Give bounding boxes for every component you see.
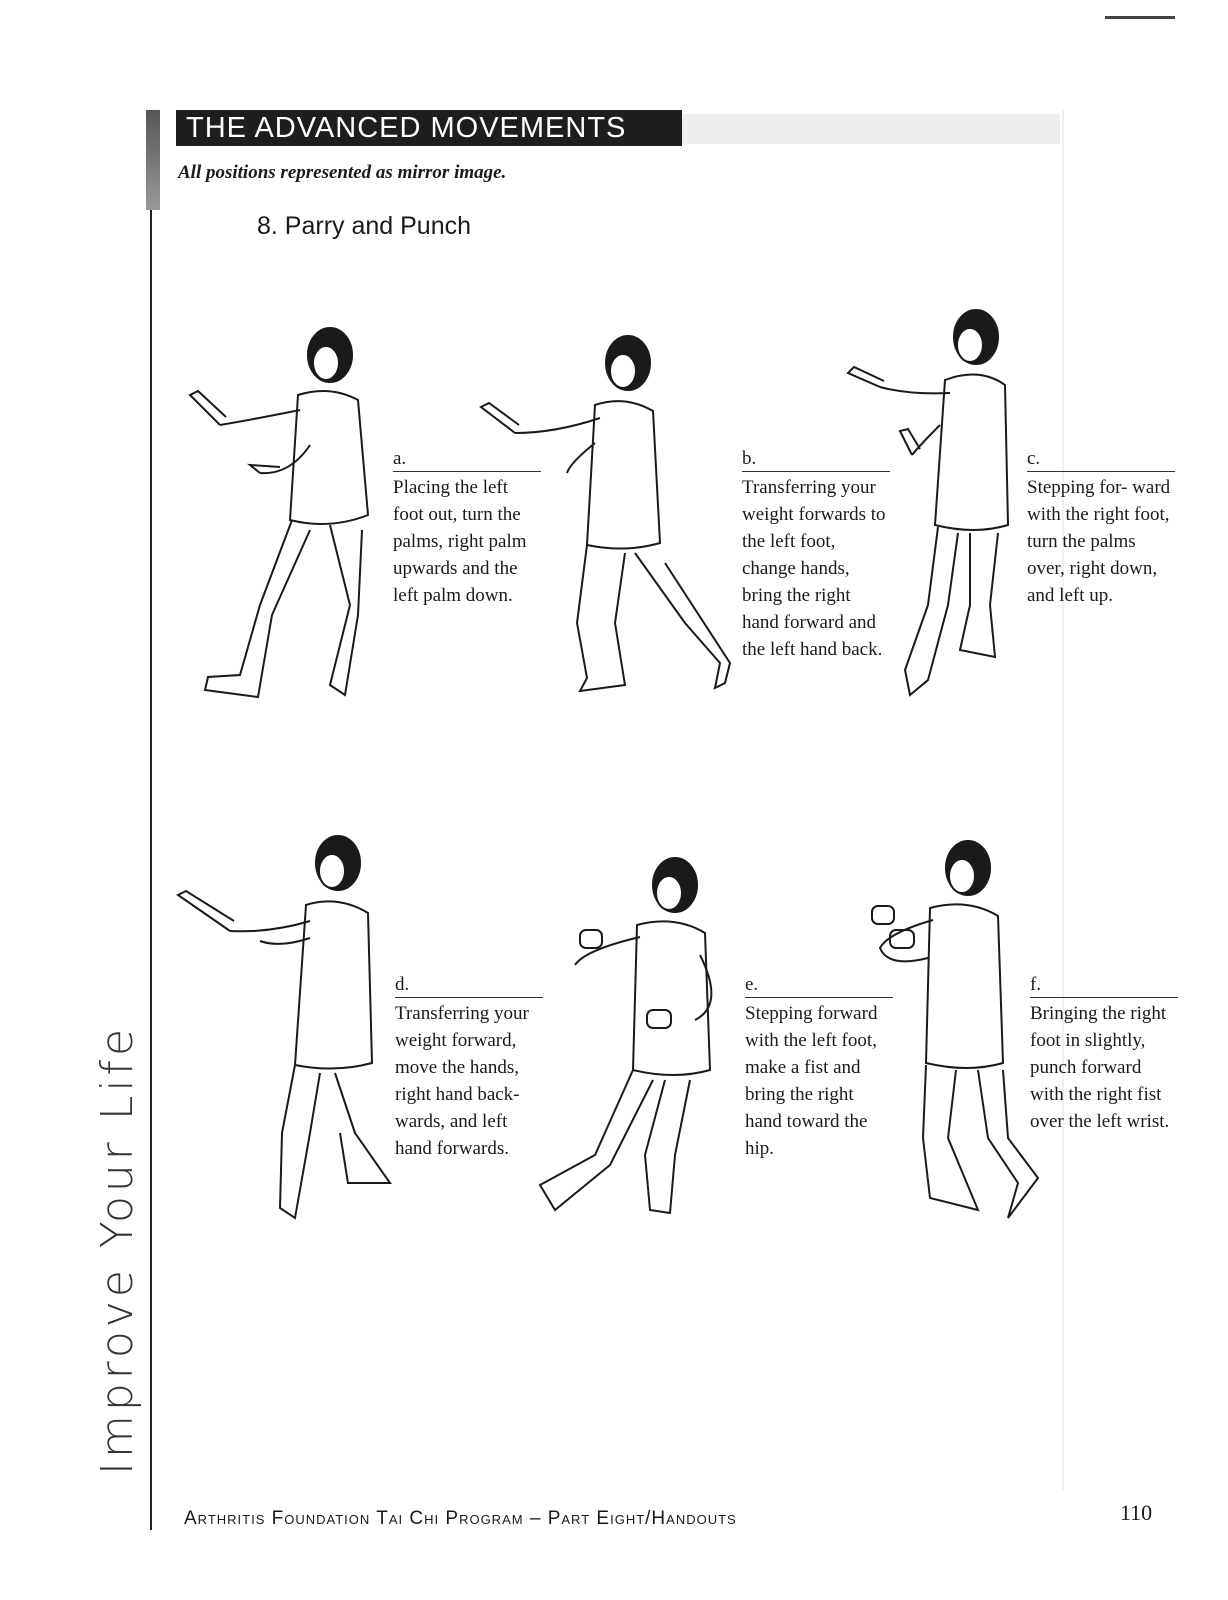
sidebar-label: Improve Your Life <box>92 1024 143 1475</box>
step-e-letter: e. <box>745 973 893 998</box>
step-a-letter: a. <box>393 447 541 472</box>
figure-f <box>868 838 1043 1223</box>
figure-c <box>840 305 1020 700</box>
bleed-through-rule <box>1062 110 1064 1490</box>
step-b-letter: b. <box>742 447 890 472</box>
figure-e <box>525 855 740 1225</box>
step-c <box>1027 447 1175 609</box>
step-b-text: Transferring your weight forwards to the left foot, change hands, bring the right hand forward and the left hand back. <box>742 477 886 660</box>
step-c-letter: c. <box>1027 447 1175 472</box>
corner-mark <box>1105 16 1175 19</box>
section-title: 8. Parry and Punch <box>257 212 472 240</box>
step-a-text: Placing the left foot out, turn the palms, right palm upwards and the left palm down. <box>393 477 527 606</box>
footer-text: Arthritis Foundation Tai Chi Program – Part Eight/Handouts <box>184 1508 737 1529</box>
margin-tab <box>146 110 160 210</box>
step-f <box>1030 973 1178 1135</box>
page-number: 110 <box>1120 1500 1153 1525</box>
subtitle: All positions represented as mirror image. <box>178 162 507 183</box>
step-f-letter: f. <box>1030 973 1178 998</box>
figure-b <box>475 333 740 698</box>
figure-a <box>180 325 380 710</box>
header-bar <box>176 110 682 146</box>
step-f-text: Bringing the right foot in slightly, punch forward with the right fist over the left wrist. <box>1030 1003 1170 1132</box>
step-d-text: Transferring your weight forward, move the hands, right hand back- wards, and left hand forwards. <box>395 1003 529 1159</box>
step-e-text: Stepping forward with the left foot, make a fist and bring the right hand toward the hip. <box>745 1003 878 1159</box>
page-title: THE ADVANCED MOVEMENTS <box>186 112 627 144</box>
step-c-text: Stepping for- ward with the right foot, turn the palms over, right down, and left up. <box>1027 477 1171 606</box>
figure-d <box>170 833 395 1228</box>
step-d-letter: d. <box>395 973 543 998</box>
step-d <box>395 973 543 1162</box>
left-margin-rule <box>150 110 152 1530</box>
bleed-through-header <box>680 114 1060 144</box>
